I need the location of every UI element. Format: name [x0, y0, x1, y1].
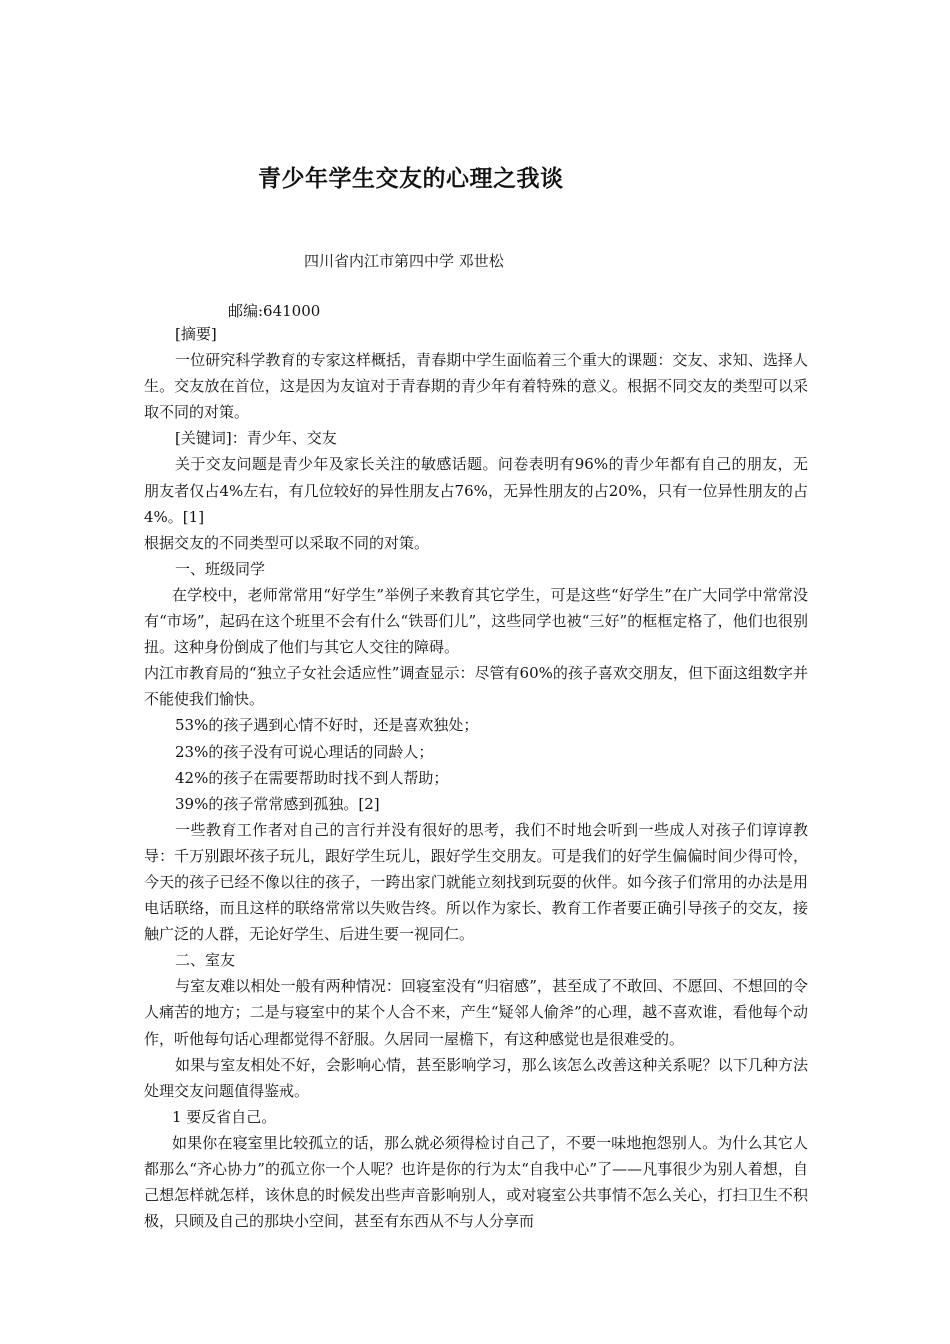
paragraph: [关键词]：青少年、交友: [175, 429, 337, 448]
paragraph: 42%的孩子在需要帮助时找不到人帮助；: [175, 768, 449, 787]
paragraph: 39%的孩子常常感到孤独。[2]: [175, 794, 380, 813]
paragraph: [摘要]: [175, 325, 217, 343]
paragraph: 与室友难以相处一般有两种情况：回寝室没有“归宿感”，甚至成了不敢回、不愿回、不想回的令人痛苦的地方；二是与寝室中的某个人合不来，产生“疑邻人偷斧”的心理，越不喜欢谁，看他每个动作，听他每句话心理都觉得不舒服。久居同一屋檐下，有这种感觉也是很难受的。: [144, 977, 808, 1048]
paragraph: 如果你在寝室里比较孤立的话，那么就必须得检讨自己了，不要一味地抱怨别人。为什么其它人都那么“齐心协力”的孤立你一个人呢？也许是你的行为太“自我中心”了——凡事很少为别人着想，自己想怎样就怎样，该休息的时候发出些声音影响别人，或对寝室公共事情不怎么关心，打扫卫生不积极，只顾及自己的那块小空间，甚至有东西从不与人分享而: [144, 1133, 808, 1231]
paragraph: 在学校中，老师常常用“好学生”举例子来教育其它学生，可是这些“好学生”在广大同学中常常没有“市场”，起码在这个班里不会有什么“铁哥们儿”，这些同学也被“三好”的框框定格了，他们也很别扭。这种身份倒成了他们与其它人交往的障碍。: [144, 585, 808, 657]
paragraph: 关于交友问题是青少年及家长关注的敏感话题。问卷表明有96%的青少年都有自己的朋友，无朋友者仅占4%左右，有几位较好的异性朋友占76%，无异性朋友的占20%，只有一位异性朋友的占4%。[1]: [144, 455, 808, 526]
paragraph: 1 要反省自己。: [172, 1107, 277, 1126]
postal-code-line: 邮编:641000: [228, 302, 321, 320]
paragraph: 一、班级同学: [175, 559, 266, 578]
paragraph: 如果与室友相处不好，会影响心情，甚至影响学习，那么该怎么改善这种关系呢？以下几种方法处理交友问题值得鉴戒。: [144, 1055, 808, 1100]
paragraph: 根据交友的不同类型可以采取不同的对策。: [144, 533, 430, 552]
author-line: 四川省内江市第四中学 邓世松: [304, 252, 504, 270]
paragraph: 二、室友: [175, 951, 236, 970]
document-title: 青少年学生交友的心理之我谈: [258, 166, 564, 192]
document-body: [144, 321, 808, 1234]
paragraph: 一位研究科学教育的专家这样概括，青春期中学生面临着三个重大的课题：交友、求知、选择人生。交友放在首位，这是因为友谊对于青春期的青少年有着特殊的意义。根据不同交友的类型可以采取不同的对策。: [144, 351, 808, 422]
paragraph: 23%的孩子没有可说心理话的同龄人；: [175, 742, 434, 761]
paragraph: 53%的孩子遇到心情不好时，还是喜欢独处；: [175, 716, 479, 735]
paragraph: 一些教育工作者对自己的言行并没有很好的思考，我们不时地会听到一些成人对孩子们谆谆教导：千万别跟坏孩子玩儿，跟好学生玩儿，跟好学生交朋友。可是我们的好学生偏偏时间少得可怜，今天的孩子已经不像以往的孩子，一跨出家门就能立刻找到玩耍的伙伴。如今孩子们常用的办法是用电话联络，而且这样的联络常常以失败告终。所以作为家长、教育工作者要正确引导孩子的交友，接触广泛的人群，无论好学生、后进生要一视同仁。: [144, 820, 808, 944]
paragraph: 内江市教育局的“独立子女社会适应性”调查显示：尽管有60%的孩子喜欢交朋友，但下面这组数字并不能使我们愉快。: [144, 664, 808, 709]
